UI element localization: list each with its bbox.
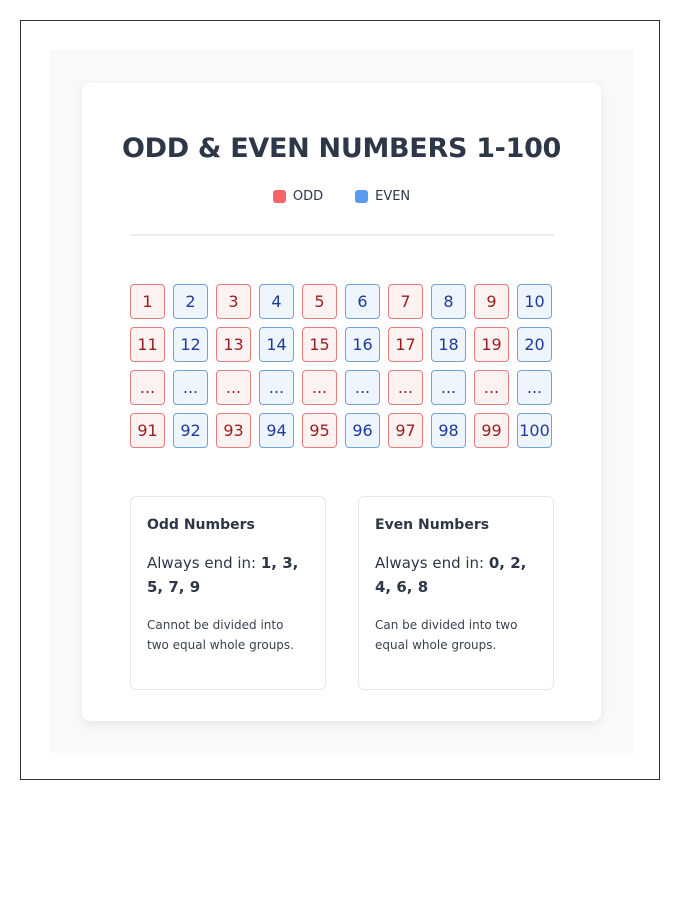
odd-number-cell: 5	[302, 284, 337, 319]
even-number-cell: 16	[345, 327, 380, 362]
even-description: Can be divided into two equal whole groups.	[375, 618, 518, 652]
odd-ends-text	[147, 551, 309, 599]
odd-number-cell: 1	[130, 284, 165, 319]
even-number-cell: 14	[259, 327, 294, 362]
even-info-box	[358, 496, 554, 690]
odd-number-cell: 9	[474, 284, 509, 319]
odd-number-cell: 11	[130, 327, 165, 362]
number-grid	[130, 284, 552, 456]
odd-number-cell: 97	[388, 413, 423, 448]
odd-heading: Odd Numbers	[147, 517, 255, 533]
even-number-cell: ...	[259, 370, 294, 405]
even-number-cell: ...	[345, 370, 380, 405]
even-ends-text	[375, 551, 537, 599]
odd-number-cell: ...	[388, 370, 423, 405]
odd-number-cell: 7	[388, 284, 423, 319]
even-number-cell: 12	[173, 327, 208, 362]
page-title: ODD & EVEN NUMBERS 1-100	[121, 133, 562, 164]
even-number-cell: 100	[517, 413, 552, 448]
legend-label-odd: ODD	[292, 189, 324, 204]
odd-number-cell: 19	[474, 327, 509, 362]
even-number-cell: ...	[173, 370, 208, 405]
odd-number-cell: 15	[302, 327, 337, 362]
odd-swatch-icon	[273, 190, 286, 203]
page-background	[50, 50, 634, 753]
even-number-cell: ...	[431, 370, 466, 405]
odd-number-cell: 95	[302, 413, 337, 448]
grid-row	[130, 327, 552, 362]
even-swatch-icon	[355, 190, 368, 203]
odd-number-cell: 91	[130, 413, 165, 448]
grid-row	[130, 370, 552, 405]
even-ends-label: Always end in:	[375, 554, 489, 572]
even-number-cell: 2	[173, 284, 208, 319]
even-number-cell: 92	[173, 413, 208, 448]
grid-row	[130, 413, 552, 448]
page-frame	[20, 20, 660, 780]
even-ends-digits: 0, 2, 4, 6, 8	[375, 554, 527, 596]
odd-ends-label: Always end in:	[147, 554, 261, 572]
divider	[130, 234, 554, 236]
odd-description: Cannot be divided into two equal whole groups.	[147, 618, 294, 652]
odd-number-cell: ...	[130, 370, 165, 405]
even-number-cell: 18	[431, 327, 466, 362]
odd-number-cell: 3	[216, 284, 251, 319]
even-number-cell: 98	[431, 413, 466, 448]
legend-item-odd	[273, 189, 323, 204]
even-heading: Even Numbers	[375, 517, 490, 533]
odd-info-box	[130, 496, 326, 690]
even-number-cell: 8	[431, 284, 466, 319]
odd-ends-digits: 1, 3, 5, 7, 9	[147, 554, 299, 596]
odd-number-cell: ...	[302, 370, 337, 405]
legend-item-even	[355, 189, 410, 204]
even-number-cell: 6	[345, 284, 380, 319]
even-number-cell: 10	[517, 284, 552, 319]
odd-number-cell: ...	[216, 370, 251, 405]
even-number-cell: 96	[345, 413, 380, 448]
odd-number-cell: 99	[474, 413, 509, 448]
grid-row	[130, 284, 552, 319]
odd-number-cell: 93	[216, 413, 251, 448]
legend	[82, 189, 601, 204]
odd-number-cell: 13	[216, 327, 251, 362]
even-number-cell: 94	[259, 413, 294, 448]
worksheet-card	[82, 83, 601, 721]
odd-number-cell: 17	[388, 327, 423, 362]
even-number-cell: ...	[517, 370, 552, 405]
even-number-cell: 20	[517, 327, 552, 362]
even-number-cell: 4	[259, 284, 294, 319]
odd-number-cell: ...	[474, 370, 509, 405]
legend-label-even: EVEN	[375, 189, 411, 204]
